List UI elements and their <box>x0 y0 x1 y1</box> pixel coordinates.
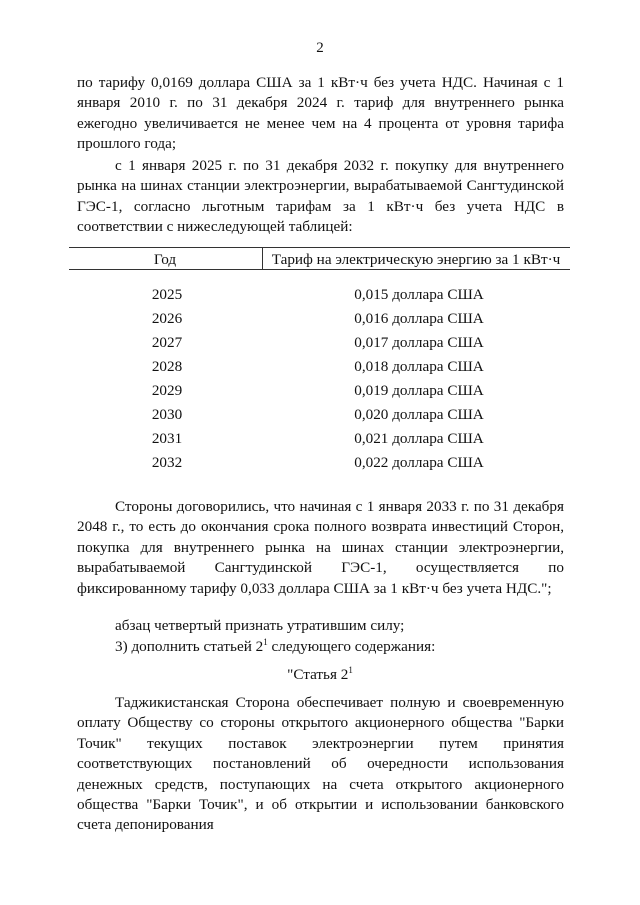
table-cell-year: 2027 <box>151 334 183 351</box>
paragraph-text: абзац четвертый признать утратившим силу; <box>115 617 405 634</box>
table-cell-tariff: 0,022 доллара США <box>354 454 484 471</box>
paragraph-fixed-tariff-2033-2048 <box>77 497 564 599</box>
table-cell-year: 2032 <box>151 454 183 471</box>
amendment-text-prefix: 3) дополнить статьей 2 <box>115 638 264 655</box>
table-cell-tariff: 0,017 доллара США <box>354 334 484 351</box>
table-row <box>69 358 570 382</box>
paragraph-text: по тарифу 0,0169 доллара США за 1 кВт·ч без учета НДС. Начиная с 1 января 2010 г. по 31 декабря 2024 г. тариф для внутреннего рынка ежегодно увеличивается не менее чем на 4 процента от уровня тарифа прошлого года; <box>77 74 564 153</box>
table-cell-tariff: 0,019 доллара США <box>354 382 484 399</box>
table-cell-tariff: 0,018 доллара США <box>354 358 484 375</box>
paragraph-text: Таджикистанская Сторона обеспечивает полную и своевременную оплату Обществу со стороны открытого акционерного общества "Барки Точик" текущих поставок электроэнергии путем принятия соответствующих постановлений об очередности использования денежных средств, поступающих на счета открытого акционерного общества "Барки Точик", и об открытии и использовании банковского счета депонирования <box>77 694 564 834</box>
table-header-border <box>69 269 570 270</box>
table-row <box>69 406 570 430</box>
amendment-text-suffix: следующего содержания: <box>267 638 436 655</box>
paragraph-text: с 1 января 2025 г. по 31 декабря 2032 г. покупку для внутреннего рынка на шинах станции электроэнергии, вырабатываемой Сангтудинской ГЭС-1, согласно льготным тарифам за 1 кВт·ч без учета НДС в соответствии с нижеследующей таблицей: <box>77 157 564 236</box>
table-header-tariff: Тариф на электрическую энергию за 1 кВт·ч <box>271 251 561 268</box>
paragraph-text: Стороны договорились, что начиная с 1 января 2033 г. по 31 декабря 2048 г., то есть до окончания срока полного возврата инвестиций Сторон, покупка для внутреннего рынка на шинах станции электроэнергии, вырабатываемой Сангтудинской ГЭС-1, осуществляется по фиксированному тарифу 0,033 доллара США за 1 кВт·ч без учета НДС."; <box>77 498 564 597</box>
paragraph-text <box>77 637 564 657</box>
paragraph-tariff-2010-2024 <box>77 73 564 155</box>
table-row <box>69 286 570 310</box>
table-cell-year: 2030 <box>151 406 183 423</box>
tariff-table-body <box>69 286 570 478</box>
article-heading-text: "Статья 2 <box>287 666 349 683</box>
table-row <box>69 430 570 454</box>
table-cell-year: 2029 <box>151 382 183 399</box>
table-cell-year: 2031 <box>151 430 183 447</box>
table-cell-tariff: 0,016 доллара США <box>354 310 484 327</box>
table-cell-year: 2026 <box>151 310 183 327</box>
page-number: 2 <box>316 40 324 56</box>
table-row <box>69 454 570 478</box>
table-cell-tariff: 0,021 доллара США <box>354 430 484 447</box>
table-cell-year: 2028 <box>151 358 183 375</box>
paragraph-amendment-article <box>77 637 564 657</box>
amendment-superscript: 1 <box>263 636 268 647</box>
table-header-year: Год <box>153 251 177 268</box>
table-cell-year: 2025 <box>151 286 183 303</box>
table-cell-tariff: 0,015 доллара США <box>354 286 484 303</box>
article-heading-superscript: 1 <box>348 664 353 675</box>
paragraph-tariff-2025-2032 <box>77 156 564 238</box>
table-row <box>69 310 570 334</box>
paragraph-repeal-clause <box>77 616 564 636</box>
table-row <box>69 382 570 406</box>
table-row <box>69 334 570 358</box>
article-paragraph <box>77 693 564 836</box>
table-cell-tariff: 0,020 доллара США <box>354 406 484 423</box>
article-heading <box>0 666 640 684</box>
table-top-border <box>69 247 570 248</box>
